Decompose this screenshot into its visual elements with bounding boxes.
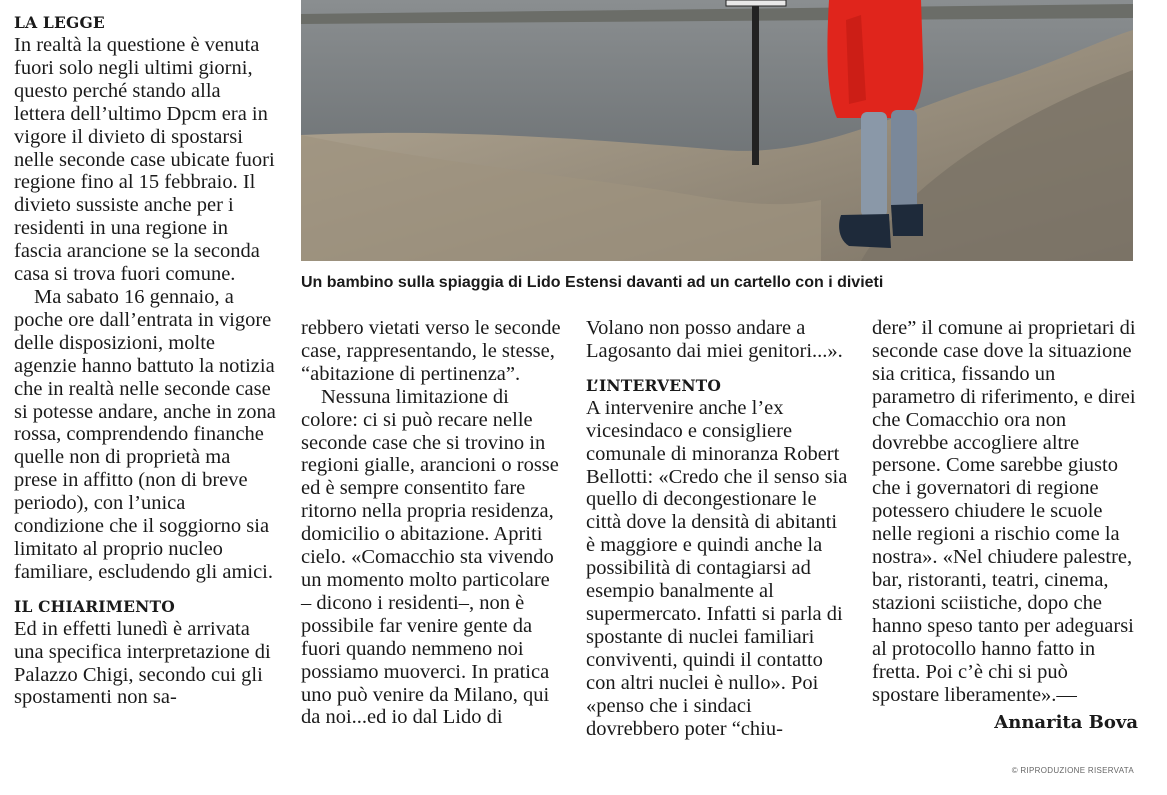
- article-photo: [301, 0, 1133, 261]
- child-shoe-left: [839, 214, 891, 248]
- child-leg-right: [891, 110, 917, 210]
- photo-caption: Un bambino sulla spiaggia di Lido Estensi davanti ad un cartello con i divieti: [301, 274, 884, 291]
- sign-post: [752, 0, 759, 165]
- child-jacket: [827, 0, 923, 118]
- paragraph: Nessuna limitazione di colore: ci si può recare nelle seconde case che si trovino in regioni gialle, arancioni o rosse ed è sempre consentito fare ritorno nella propria residenza, domicilio o abitazione. Apriti cielo. «Comacchio sta vivendo un momento molto particolare – dicono i residenti–, non è possibile far venire gente da fuori quando nemmeno noi possiamo muoverci. In pratica uno può venire da Milano, qui da noi...ed io dal Lido di: [301, 385, 559, 729]
- article-column-2: [301, 317, 563, 729]
- paragraph: A intervenire anche l’ex vicesindaco e consigliere comunale di minoranza Robert Bellotti: «Credo che il senso sia quello di decongestionare le città dove la densità di abitanti è maggiore e quindi anche la possibilità di contagiarsi ad esempio banalmente al supermercato. Infatti si parla di spostante di nuclei familiari conviventi, quindi il contatto con altri nuclei è nullo». Poi «penso che i sindaci dovrebbero poter “chiu-: [586, 396, 848, 740]
- section-heading-la-legge: LA LEGGE: [14, 13, 105, 32]
- sign-plate: [726, 0, 786, 6]
- article-column-4: [872, 317, 1138, 736]
- article-column-1: [14, 12, 276, 709]
- section-heading-l-intervento: L’INTERVENTO: [586, 375, 722, 395]
- child-leg-left: [861, 112, 887, 217]
- paragraph: rebbero vietati verso le seconde case, rappresentando, le stesse, “abitazione di pertinenza”.: [301, 317, 561, 385]
- section-heading-il-chiarimento: IL CHIARIMENTO: [14, 596, 175, 616]
- paragraph: dere” il comune ai proprietari di seconde case dove la situazione sia critica, fissando un parametro di riferimento, e direi che Comacchio ora non dovrebbe accogliere altre persone. Come sarebbe giusto che i governatori di regione potessero chiudere le scuole nelle regioni a rischio come la nostra». «Nel chiudere palestre, bar, ristoranti, teatri, cinema, stazioni sciistiche, dopo che hanno speso tanto per adeguarsi al protocollo hanno fatto in fretta. Poi c’è chi si può spostare liberamente».—: [872, 317, 1136, 706]
- author-byline: Annarita Bova: [994, 712, 1138, 734]
- paragraph: Ed in effetti lunedì è arrivata una specifica interpretazione di Palazzo Chigi, secondo cui gli spostamenti non sa-: [14, 617, 271, 709]
- paragraph: In realtà la questione è venuta fuori solo negli ultimi giorni, questo perché stando alla lettera dell’ultimo Dpcm era in vigore il divieto di spostarsi nelle seconde case ubicate fuori regione fino al 15 febbraio. Il divieto sussiste anche per i residenti in una regione in fascia arancione se la seconda casa si trova fuori comune.: [14, 34, 275, 286]
- copyright-notice: © RIPRODUZIONE RISERVATA: [1011, 766, 1134, 775]
- child-shoe-right: [891, 204, 923, 236]
- article-column-3: [586, 317, 848, 740]
- paragraph: Ma sabato 16 gennaio, a poche ore dall’entrata in vigore delle disposizioni, molte agenzie hanno battuto la notizia che in realtà nelle seconde case si potesse andare, anche in zona rossa, comprendendo finanche quelle non di proprietà ma prese in affitto (non di breve periodo), con l’unica condizione che il soggiorno sia limitato al proprio nucleo familiare, escludendo gli amici.: [14, 285, 276, 583]
- paragraph: Volano non posso andare a Lagosanto dai miei genitori...».: [586, 317, 843, 362]
